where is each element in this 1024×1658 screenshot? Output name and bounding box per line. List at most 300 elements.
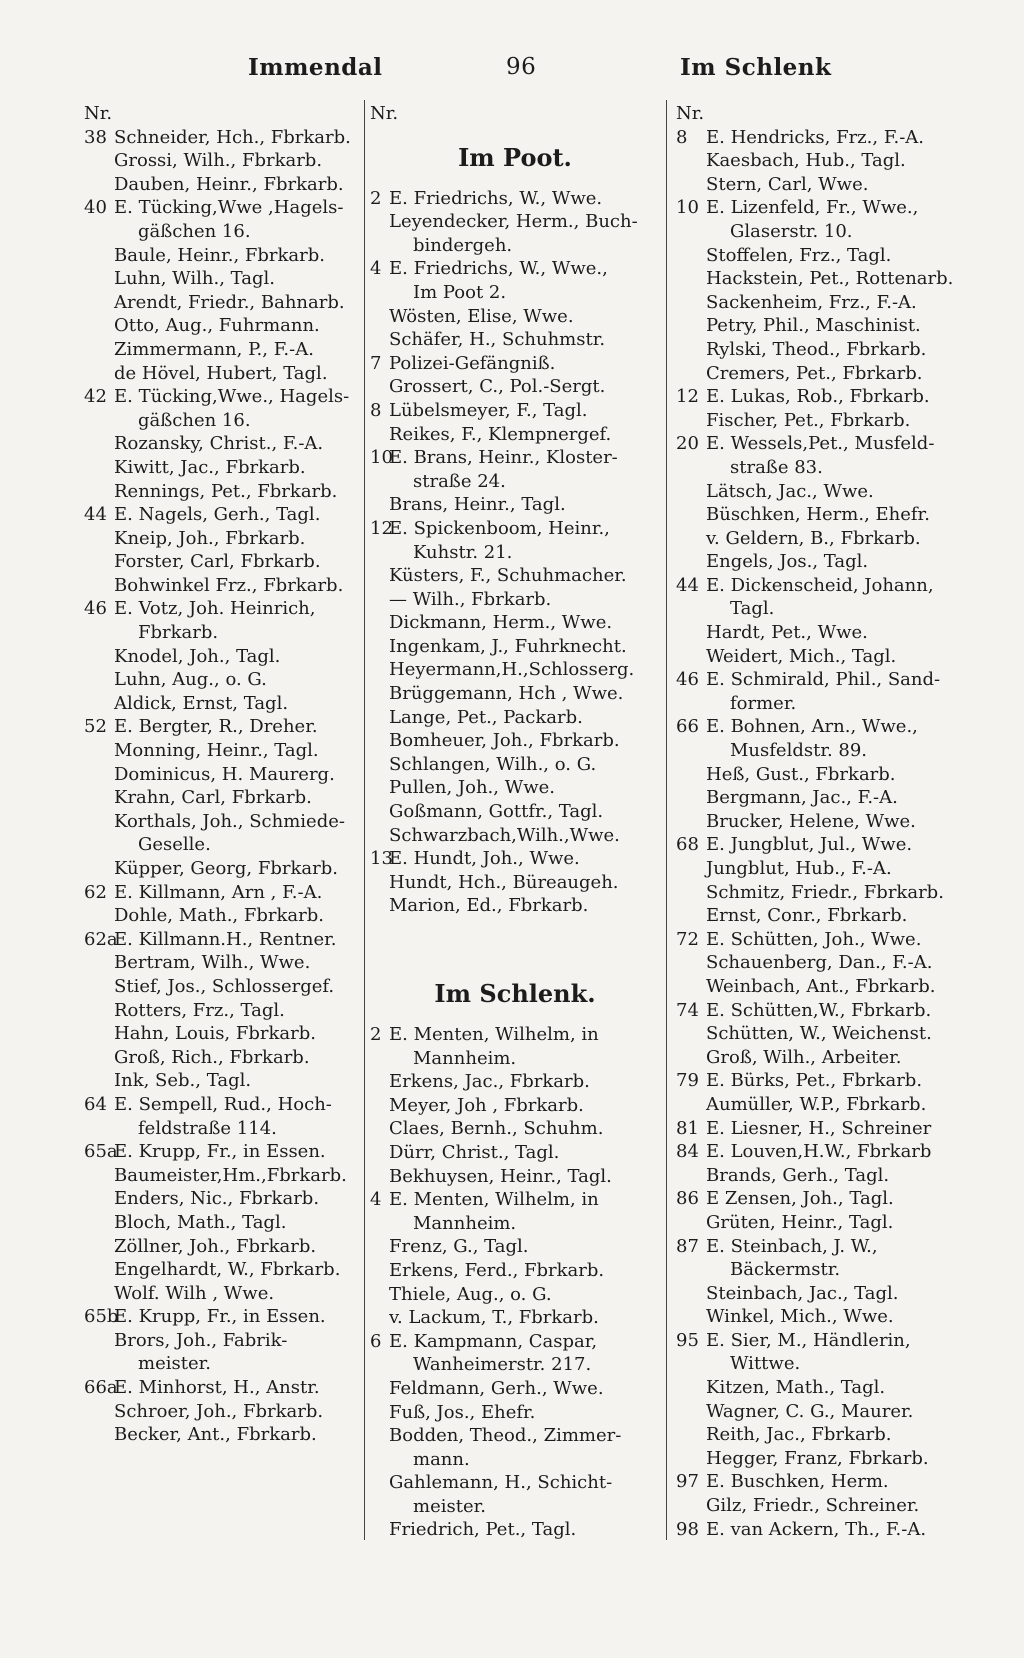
house-number: 52 (84, 716, 107, 738)
house-number (676, 904, 704, 928)
house-number (370, 729, 387, 753)
house-number (84, 1423, 112, 1447)
directory-entry (84, 739, 360, 763)
house-number (370, 753, 387, 777)
entry-text: Monning, Heinr., Tagl. (114, 740, 319, 762)
entry-text: Bomheuer, Joh., Fbrkarb. (389, 730, 620, 752)
entry-text: Mannheim. (413, 1212, 517, 1234)
house-number (84, 432, 112, 456)
entry-text: Weinbach, Ant., Fbrkarb. (706, 975, 936, 997)
house-number (84, 975, 112, 999)
entry-text: Baule, Heinr., Fbrkarb. (114, 244, 325, 266)
directory-entry (370, 187, 660, 211)
house-number: 20 (676, 433, 699, 455)
house-number: 95 (676, 1329, 699, 1351)
directory-entry (676, 715, 976, 739)
directory-entry (84, 432, 360, 456)
directory-entry (84, 574, 360, 598)
entry-text: Petry, Phil., Maschinist. (706, 315, 921, 337)
house-number (84, 244, 112, 268)
house-number (84, 1187, 112, 1211)
entry-text: Hardt, Pet., Wwe. (706, 622, 868, 644)
directory-entry (84, 362, 360, 386)
house-number (676, 244, 704, 268)
directory-entry (84, 1187, 360, 1211)
entry-text: Knodel, Joh., Tagl. (114, 645, 281, 667)
entry-text: Brucker, Helene, Wwe. (706, 810, 916, 832)
directory-entry (370, 1495, 660, 1519)
column-heading: Nr. (370, 103, 399, 124)
entry-text: v. Geldern, B., Fbrkarb. (706, 527, 921, 549)
entry-text: de Hövel, Hubert, Tagl. (114, 362, 328, 384)
entry-text: Brüggemann, Hch , Wwe. (389, 683, 624, 705)
house-number (84, 1235, 112, 1259)
directory-entry (676, 409, 976, 433)
house-number (370, 1424, 387, 1448)
entry-text: v. Lackum, T., Fbrkarb. (389, 1307, 599, 1329)
house-number (676, 597, 704, 621)
entry-text: E. Louven,H.W., Fbrkarb (706, 1141, 932, 1163)
house-number (370, 541, 387, 565)
entry-text: E. Menten, Wilhelm, in (389, 1189, 599, 1211)
house-number (676, 409, 704, 433)
entry-text: Wagner, C. G., Maurer. (706, 1400, 914, 1422)
house-number (676, 362, 704, 386)
house-number (370, 706, 387, 730)
directory-entry (370, 706, 660, 730)
directory-entry (676, 432, 976, 456)
directory-entry (84, 1329, 360, 1353)
column-divider (364, 100, 365, 1540)
directory-entry (370, 1023, 660, 1047)
directory-entry (370, 1283, 660, 1307)
house-number (676, 786, 704, 810)
house-number (370, 824, 387, 848)
column-3 (676, 102, 976, 1541)
entry-text: Bohwinkel Frz., Fbrkarb. (114, 574, 344, 596)
house-number: 65b (84, 1306, 119, 1328)
house-number (676, 314, 704, 338)
directory-entry (676, 291, 976, 315)
house-number: 8 (676, 126, 688, 148)
entry-text: Brands, Gerh., Tagl. (706, 1164, 890, 1186)
entry-text: Steinbach, Jac., Tagl. (706, 1282, 899, 1304)
house-number: 81 (676, 1117, 699, 1139)
entry-text: E. Votz, Joh. Heinrich, (114, 598, 316, 620)
entry-text: Tagl. (730, 598, 775, 620)
entry-text: Lange, Pet., Packarb. (389, 706, 583, 728)
entry-text: Im Poot 2. (413, 281, 507, 303)
entry-text: meister. (138, 1353, 211, 1375)
house-number (84, 291, 112, 315)
directory-entry (84, 1376, 360, 1400)
directory-entry (84, 1046, 360, 1070)
entry-text: Hahn, Louis, Fbrkarb. (114, 1023, 316, 1045)
directory-entry (676, 480, 976, 504)
house-number (84, 621, 112, 645)
directory-entry (84, 597, 360, 621)
directory-entry (676, 1282, 976, 1306)
directory-entry (84, 1352, 360, 1376)
entry-text: Mannheim. (413, 1047, 517, 1069)
house-number (84, 362, 112, 386)
entry-text: Reith, Jac., Fbrkarb. (706, 1424, 892, 1446)
directory-entry (84, 1400, 360, 1424)
directory-entry (84, 314, 360, 338)
house-number: 87 (676, 1235, 699, 1257)
house-number (676, 291, 704, 315)
house-number (676, 645, 704, 669)
house-number (370, 423, 387, 447)
directory-entry (676, 597, 976, 621)
house-number (84, 668, 112, 692)
column-1 (84, 102, 360, 1447)
directory-entry (370, 894, 660, 918)
house-number (370, 1471, 387, 1495)
house-number: 44 (84, 504, 107, 526)
directory-entry (676, 621, 976, 645)
entry-text: Stern, Carl, Wwe. (706, 173, 869, 195)
directory-entry (676, 220, 976, 244)
house-number (676, 1447, 704, 1471)
house-number (370, 658, 387, 682)
house-number (370, 871, 387, 895)
house-number (84, 480, 112, 504)
entry-text: E. Friedrichs, W., Wwe. (389, 187, 603, 209)
directory-entry (370, 257, 660, 281)
entry-text: Grüten, Heinr., Tagl. (706, 1211, 894, 1233)
directory-entry (676, 1494, 976, 1518)
house-number (370, 470, 387, 494)
entry-text: Erkens, Ferd., Fbrkarb. (389, 1259, 605, 1281)
entry-text: E. Spickenboom, Heinr., (389, 517, 610, 539)
entry-text: E. Tücking,Wwe ,Hagels- (114, 197, 344, 219)
directory-entry (370, 281, 660, 305)
house-number (370, 305, 387, 329)
directory-entry (370, 1306, 660, 1330)
entry-text: Kaesbach, Hub., Tagl. (706, 150, 906, 172)
entry-text: Winkel, Mich., Wwe. (706, 1306, 894, 1328)
directory-entry (84, 550, 360, 574)
directory-entry (676, 362, 976, 386)
entry-text: E. Bürks, Pet., Fbrkarb. (706, 1070, 923, 1092)
directory-entry (84, 1117, 360, 1141)
directory-entry (676, 739, 976, 763)
house-number (676, 1282, 704, 1306)
entry-text: former. (730, 692, 797, 714)
column-divider (666, 100, 667, 1540)
house-number (676, 1423, 704, 1447)
entry-text: meister. (413, 1495, 486, 1517)
house-number: 68 (676, 834, 699, 856)
house-number (676, 1376, 704, 1400)
house-number (676, 975, 704, 999)
entry-text: Gahlemann, H., Schicht- (389, 1472, 613, 1494)
entry-text: Dominicus, H. Maurerg. (114, 763, 335, 785)
entry-text: Marion, Ed., Fbrkarb. (389, 895, 589, 917)
directory-entry (84, 692, 360, 716)
entry-text: Schneider, Hch., Fbrkarb. (114, 126, 351, 148)
directory-entry (370, 1188, 660, 1212)
entry-text: E. Schütten,W., Fbrkarb. (706, 999, 932, 1021)
entry-text: Schauenberg, Dan., F.-A. (706, 952, 933, 974)
entry-text: Schmitz, Friedr., Fbrkarb. (706, 881, 944, 903)
house-number (84, 692, 112, 716)
house-number (676, 810, 704, 834)
entry-text: Bäckermstr. (730, 1259, 841, 1281)
directory-entry (676, 1447, 976, 1471)
house-number (84, 1046, 112, 1070)
house-number (84, 904, 112, 928)
house-number (370, 375, 387, 399)
entry-list (370, 1023, 660, 1542)
entry-text: Stoffelen, Frz., Tagl. (706, 244, 892, 266)
entry-text: Claes, Bernh., Schuhm. (389, 1118, 604, 1140)
directory-entry (370, 729, 660, 753)
entry-text: Grossi, Wilh., Fbrkarb. (114, 150, 323, 172)
house-number (370, 1283, 387, 1307)
entry-text: Meyer, Joh , Fbrkarb. (389, 1094, 584, 1116)
entry-text: Polizei-Gefängniß. (389, 352, 556, 374)
entry-text: gäßchen 16. (138, 220, 251, 242)
entry-text: Korthals, Joh., Schmiede- (114, 810, 345, 832)
house-number (370, 1070, 387, 1094)
entry-text: Thiele, Aug., o. G. (389, 1283, 552, 1305)
entry-text: Arendt, Friedr., Bahnarb. (114, 291, 345, 313)
directory-entry (676, 881, 976, 905)
house-number (84, 857, 112, 881)
directory-entry (676, 244, 976, 268)
entry-text: E. Lukas, Rob., Fbrkarb. (706, 386, 930, 408)
directory-entry (676, 1470, 976, 1494)
directory-entry (370, 210, 660, 234)
entry-text: straße 24. (413, 470, 506, 492)
entry-text: Fuß, Jos., Ehefr. (389, 1401, 536, 1423)
directory-entry (676, 999, 976, 1023)
directory-entry (84, 786, 360, 810)
house-number: 74 (676, 999, 699, 1021)
directory-entry (370, 328, 660, 352)
entry-text: E. Buschken, Herm. (706, 1471, 889, 1493)
directory-entry (676, 1352, 976, 1376)
entry-text: Brans, Heinr., Tagl. (389, 494, 566, 516)
house-number (84, 338, 112, 362)
directory-entry (676, 1518, 976, 1542)
directory-entry (84, 1211, 360, 1235)
directory-entry (676, 503, 976, 527)
house-number (84, 149, 112, 173)
directory-entry (676, 1093, 976, 1117)
directory-entry (676, 951, 976, 975)
entry-text: Küsters, F., Schuhmacher. (389, 565, 627, 587)
entry-text: E. Krupp, Fr., in Essen. (114, 1141, 326, 1163)
house-number (676, 527, 704, 551)
entry-text: Lätsch, Jac., Wwe. (706, 480, 874, 502)
directory-entry (84, 173, 360, 197)
entry-text: E. Friedrichs, W., Wwe., (389, 258, 608, 280)
entry-text: E. Lizenfeld, Fr., Wwe., (706, 197, 919, 219)
entry-list (370, 187, 660, 918)
entry-text: Becker, Ant., Fbrkarb. (114, 1424, 317, 1446)
directory-entry (84, 1093, 360, 1117)
directory-entry (370, 470, 660, 494)
directory-entry (84, 1069, 360, 1093)
house-number (370, 1235, 387, 1259)
directory-entry (676, 126, 976, 150)
entry-text: Krahn, Carl, Fbrkarb. (114, 787, 312, 809)
entry-text: Jungblut, Hub., F.-A. (706, 858, 892, 879)
entry-text: Heyermann,H.,Schlosserg. (389, 659, 635, 681)
house-number (676, 857, 704, 881)
house-number: 8 (370, 399, 382, 421)
house-number: 46 (676, 669, 699, 691)
house-number (370, 611, 387, 635)
directory-entry (370, 682, 660, 706)
header-left-street: Immendal (248, 54, 383, 81)
house-number (676, 1022, 704, 1046)
directory-entry (370, 611, 660, 635)
directory-entry (84, 503, 360, 527)
house-number (84, 314, 112, 338)
entry-text: Otto, Aug., Fuhrmann. (114, 315, 320, 337)
entry-text: Cremers, Pet., Fbrkarb. (706, 362, 923, 384)
house-number (84, 739, 112, 763)
entry-text: Gilz, Friedr., Schreiner. (706, 1495, 920, 1517)
entry-text: Fischer, Pet., Fbrkarb. (706, 409, 911, 431)
house-number: 79 (676, 1070, 699, 1092)
house-number (84, 951, 112, 975)
house-number (84, 1352, 112, 1376)
entry-text: Kneip, Joh., Fbrkarb. (114, 527, 306, 549)
entry-text: Luhn, Aug., o. G. (114, 669, 267, 691)
directory-entry (370, 493, 660, 517)
house-number (84, 786, 112, 810)
entry-text: E. Hendricks, Frz., F.-A. (706, 126, 925, 148)
directory-entry (676, 385, 976, 409)
directory-entry (84, 975, 360, 999)
directory-entry (676, 857, 976, 881)
directory-entry (370, 564, 660, 588)
directory-entry (370, 1377, 660, 1401)
house-number: 97 (676, 1471, 699, 1493)
entry-text: Hundt, Hch., Büreaugeh. (389, 871, 619, 893)
entry-text: E. Menten, Wilhelm, in (389, 1024, 599, 1045)
directory-entry (370, 1401, 660, 1425)
entry-text: E. Jungblut, Jul., Wwe. (706, 834, 913, 856)
house-number (370, 1165, 387, 1189)
entry-text: Feldmann, Gerh., Wwe. (389, 1377, 604, 1399)
directory-entry (370, 658, 660, 682)
directory-entry (370, 1353, 660, 1377)
entry-text: Bloch, Math., Tagl. (114, 1211, 287, 1233)
directory-entry (370, 1259, 660, 1283)
directory-entry (676, 1022, 976, 1046)
entry-text: Friedrich, Pet., Tagl. (389, 1519, 577, 1541)
entry-text: E. Hundt, Joh., Wwe. (389, 848, 580, 870)
entry-text: Lübelsmeyer, F., Tagl. (389, 399, 588, 421)
entry-text: Enders, Nic., Fbrkarb. (114, 1188, 320, 1210)
entry-text: Heß, Gust., Fbrkarb. (706, 763, 896, 785)
entry-text: E. Bergter, R., Dreher. (114, 716, 318, 738)
page-number: 96 (506, 54, 537, 80)
directory-entry (84, 621, 360, 645)
directory-entry (84, 857, 360, 881)
house-number (370, 210, 387, 234)
entry-text: E. Sier, M., Händlerin, (706, 1329, 911, 1351)
house-number (370, 564, 387, 588)
house-number (370, 1495, 387, 1519)
directory-entry (676, 1140, 976, 1164)
house-number (370, 1306, 387, 1330)
directory-entry (370, 1094, 660, 1118)
entry-text: Schäfer, H., Schuhmstr. (389, 329, 606, 351)
entry-text: Wösten, Elise, Wwe. (389, 305, 574, 327)
directory-entry (84, 668, 360, 692)
entry-list (84, 126, 360, 1447)
directory-entry (370, 1165, 660, 1189)
house-number (370, 328, 387, 352)
house-number: 42 (84, 386, 107, 408)
entry-list (676, 126, 976, 1542)
entry-text: E. Schütten, Joh., Wwe. (706, 928, 922, 950)
entry-text: Dickmann, Herm., Wwe. (389, 612, 613, 634)
entry-text: Luhn, Wilh., Tagl. (114, 268, 275, 290)
directory-entry (84, 1258, 360, 1282)
entry-text: E Zensen, Joh., Tagl. (706, 1188, 894, 1210)
directory-entry (84, 1423, 360, 1447)
directory-entry (676, 267, 976, 291)
house-number (84, 1117, 112, 1141)
directory-entry (676, 1211, 976, 1235)
house-number (676, 338, 704, 362)
entry-text: Büschken, Herm., Ehefr. (706, 504, 930, 526)
house-number (676, 621, 704, 645)
directory-entry (676, 338, 976, 362)
directory-entry (84, 126, 360, 150)
directory-entry (370, 1047, 660, 1071)
directory-entry (676, 763, 976, 787)
house-number (676, 1494, 704, 1518)
house-number: 62 (84, 881, 107, 903)
directory-entry (370, 1330, 660, 1354)
house-number (84, 574, 112, 598)
entry-text: E. Tücking,Wwe., Hagels- (114, 386, 350, 408)
directory-entry (676, 833, 976, 857)
house-number: 7 (370, 352, 382, 374)
entry-text: E. Nagels, Gerh., Tagl. (114, 504, 321, 526)
house-number (370, 800, 387, 824)
directory-entry (370, 1471, 660, 1495)
entry-text: Fbrkarb. (138, 622, 219, 644)
house-number (370, 682, 387, 706)
house-number: 12 (676, 386, 699, 408)
house-number (370, 1377, 387, 1401)
house-number (84, 220, 112, 244)
entry-text: E. Killmann.H., Rentner. (114, 928, 337, 950)
directory-entry (370, 1448, 660, 1472)
house-number: 84 (676, 1141, 699, 1163)
house-number (84, 833, 112, 857)
directory-entry (84, 480, 360, 504)
entry-text: Küpper, Georg, Fbrkarb. (114, 858, 338, 879)
entry-text: Erkens, Jac., Fbrkarb. (389, 1071, 590, 1093)
directory-entry (84, 220, 360, 244)
directory-entry (84, 149, 360, 173)
directory-entry (676, 904, 976, 928)
house-number (676, 692, 704, 716)
directory-entry (676, 1046, 976, 1070)
house-number (676, 1352, 704, 1376)
